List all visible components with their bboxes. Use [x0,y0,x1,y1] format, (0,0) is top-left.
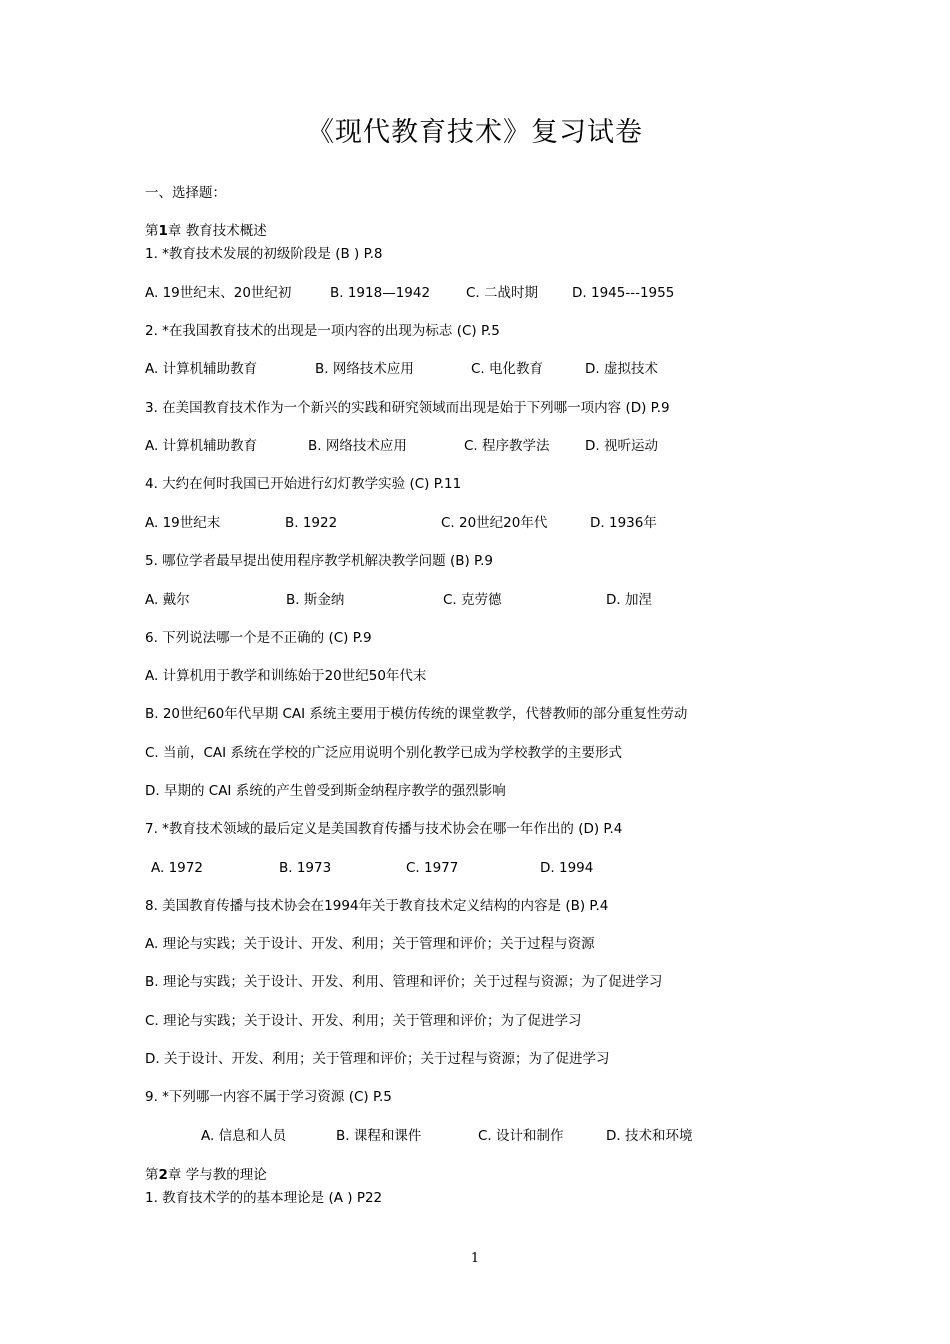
q6-option-a: A. 计算机用于教学和训练始于20世纪50年代末 [145,668,427,684]
q6-option-d: D. 早期的 CAI 系统的产生曾受到斯金纳程序教学的强烈影响 [145,783,506,799]
q7-option-b: B. 1973 [279,860,332,876]
q2-option-b: B. 网络技术应用 [315,361,414,377]
chapter-1-prefix: 第 [145,223,159,239]
q7-option-a: A. 1972 [151,860,203,876]
q5-option-a: A. 戴尔 [145,592,190,608]
q5-option-d: D. 加涅 [606,592,652,608]
q4-option-b: B. 1922 [285,515,338,531]
q9-option-c: C. 设计和制作 [478,1128,564,1144]
q5-option-b: B. 斯金纳 [286,592,345,608]
chapter-2-heading [145,1166,267,1184]
question-9: 9. *下列哪一内容不属于学习资源 (C) P.5 [145,1089,392,1105]
q8-option-b: B. 理论与实践；关于设计、开发、利用、管理和评价；关于过程与资源；为了促进学习 [145,974,663,990]
q6-option-b: B. 20世纪60年代早期 CAI 系统主要用于模仿传统的课堂教学，代替教师的部分重复性劳动 [145,706,688,722]
q9-option-d: D. 技术和环境 [606,1128,693,1144]
question-2: 2. *在我国教育技术的出现是一项内容的出现为标志 (C) P.5 [145,323,500,339]
q1-option-d: D. 1945---1955 [572,285,675,301]
q7-option-c: C. 1977 [406,860,459,876]
question-6: 6. 下列说法哪一个是不正确的 (C) P.9 [145,630,372,646]
chapter-2-question-1: 1. 教育技术学的的基本理论是 (A ) P22 [145,1190,383,1206]
q1-option-a: A. 19世纪末、20世纪初 [145,285,292,301]
q4-option-a: A. 19世纪末 [145,515,221,531]
q4-option-d: D. 1936年 [590,515,657,531]
q3-option-c: C. 程序教学法 [464,438,550,454]
chapter-1-heading [145,222,267,240]
q6-option-c: C. 当前，CAI 系统在学校的广泛应用说明个别化教学已成为学校教学的主要形式 [145,745,622,761]
q8-option-a: A. 理论与实践；关于设计、开发、利用；关于管理和评价；关于过程与资源 [145,936,595,952]
q3-option-d: D. 视听运动 [585,438,658,454]
q3-option-b: B. 网络技术应用 [308,438,407,454]
q8-option-c: C. 理论与实践；关于设计、开发、利用；关于管理和评价；为了促进学习 [145,1013,582,1029]
q1-option-c: C. 二战时期 [466,285,539,301]
chapter-1-number: 1 [158,223,168,239]
chapter-1-suffix: 章 教育技术概述 [167,223,267,239]
q8-option-d: D. 关于设计、开发、利用；关于管理和评价；关于过程与资源；为了促进学习 [145,1051,610,1067]
q1-option-b: B. 1918—1942 [330,285,431,301]
q3-option-a: A. 计算机辅助教育 [145,438,258,454]
question-5: 5. 哪位学者最早提出使用程序教学机解决教学问题 (B) P.9 [145,553,493,569]
q2-option-a: A. 计算机辅助教育 [145,361,258,377]
q9-option-b: B. 课程和课件 [336,1128,422,1144]
page-title: 《现代教育技术》复习试卷 [307,117,643,148]
question-4: 4. 大约在何时我国已开始进行幻灯教学实验 (C) P.11 [145,476,462,492]
question-8: 8. 美国教育传播与技术协会在1994年关于教育技术定义结构的内容是 (B) P.4 [145,898,609,914]
q2-option-d: D. 虚拟技术 [585,361,658,377]
page-number: 1 [470,1251,480,1266]
question-7: 7. *教育技术领域的最后定义是美国教育传播与技术协会在哪一年作出的 (D) P.4 [145,821,623,837]
section-heading: 一、选择题： [145,185,226,201]
q9-option-a: A. 信息和人员 [201,1128,287,1144]
q4-option-c: C. 20世纪20年代 [441,515,548,531]
q7-option-d: D. 1994 [540,860,594,876]
chapter-2-suffix: 章 学与教的理论 [167,1167,267,1183]
chapter-2-prefix: 第 [145,1167,159,1183]
q2-option-c: C. 电化教育 [471,361,544,377]
question-1: 1. *教育技术发展的初级阶段是 (B ) P.8 [145,246,383,262]
q5-option-c: C. 克劳德 [443,592,502,608]
question-3: 3. 在美国教育技术作为一个新兴的实践和研究领域而出现是始于下列哪一项内容 (D) P.9 [145,400,670,416]
chapter-2-number: 2 [158,1167,168,1183]
